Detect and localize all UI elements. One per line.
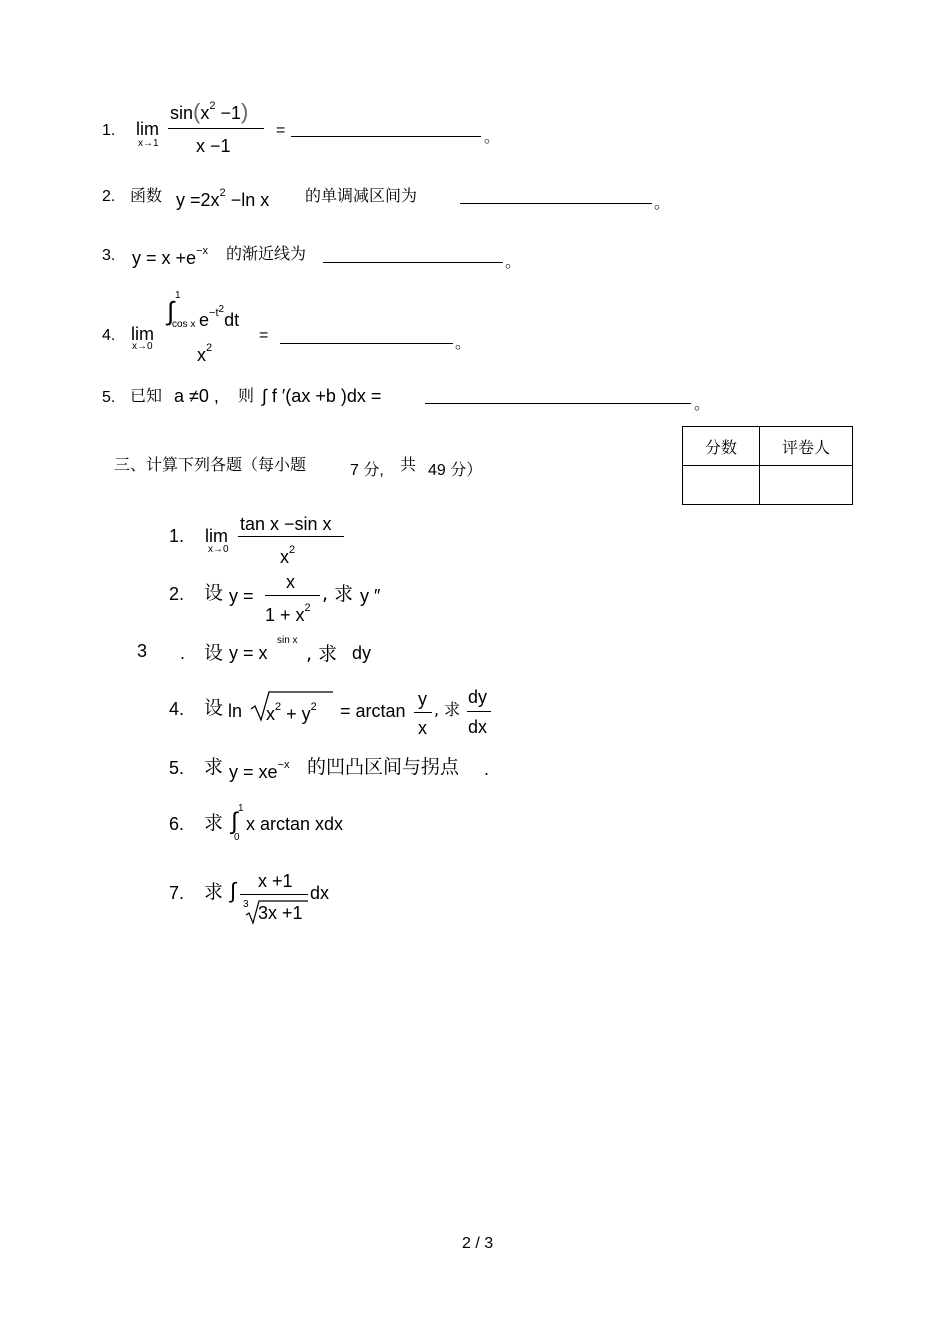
q2-period: 。 — [654, 195, 671, 212]
q4-answer-blank[interactable] — [280, 343, 453, 344]
q1-lim: lim — [136, 119, 159, 139]
q1-lim-sub: x→1 — [138, 138, 159, 149]
p4-label: 设 — [204, 697, 224, 719]
section3-points: 7 分, — [350, 462, 384, 479]
q4-denominator: $x^2$ — [197, 342, 213, 365]
p6-number: 6. — [169, 814, 185, 834]
q5-label: 已知 — [130, 386, 163, 405]
q4-lim: lim — [131, 324, 154, 344]
p4-fraction-denominator: x — [418, 718, 427, 738]
p7-numerator: x +1 — [258, 871, 293, 891]
p5-text: 的凹凸区间与拐点 — [307, 756, 460, 778]
p4-ask: , 求 — [434, 700, 461, 719]
p1-lim-sub: x→0 — [208, 544, 229, 555]
p6-lower-limit: 0 — [234, 832, 240, 843]
score-header-cell: 分数 — [683, 427, 760, 466]
p2-lhs: y = — [229, 586, 254, 606]
p4-derivative-denominator: dx — [468, 717, 488, 737]
section3-total: 49 分） — [428, 462, 483, 479]
score-input-cell[interactable] — [683, 466, 760, 505]
q3-number: 3. — [102, 247, 116, 264]
q2-answer-blank[interactable] — [460, 203, 652, 204]
q1-denominator: x −1 — [196, 136, 231, 156]
q4-upper-limit: 1 — [175, 290, 181, 301]
p3-dot: . — [180, 643, 186, 663]
section3-total-label: 共 — [400, 455, 417, 474]
p5-expression: $y = xe^{-x}$ — [229, 759, 290, 782]
p2-number: 2. — [169, 584, 185, 604]
p1-number: 1. — [169, 526, 185, 546]
p3-target: dy — [352, 643, 372, 663]
p6-label: 求 — [204, 812, 224, 834]
p4-derivative-numerator: dy — [468, 687, 488, 707]
q5-condition: a ≠0 , — [174, 386, 219, 406]
q1-fraction-bar — [168, 128, 264, 129]
q1-equals: = — [276, 122, 286, 139]
p5-label: 求 — [204, 756, 224, 778]
p3-lhs: y = x — [229, 643, 268, 663]
p7-integral-sign-icon: ∫ — [230, 878, 237, 903]
p4-fraction-bar — [414, 712, 432, 713]
p2-label: 设 — [204, 582, 224, 604]
q1-answer-blank[interactable] — [291, 136, 481, 137]
q1-period: 。 — [484, 129, 501, 146]
p1-numerator: tan x −sin x — [240, 514, 332, 534]
q4-lower-limit: cos x — [172, 319, 196, 330]
q4-period: 。 — [455, 335, 472, 352]
score-table — [682, 426, 853, 505]
p6-expression: x arctan xdx — [246, 814, 344, 834]
integral-sign-icon: ∫ — [167, 296, 175, 326]
q2-label: 函数 — [130, 186, 163, 205]
p7-root-index: 3 — [243, 899, 249, 910]
p2-target: y ″ — [360, 586, 381, 606]
p3-label: 设 — [204, 642, 224, 664]
q1-numerator: $\sin(x^2 -1)$ — [170, 99, 249, 124]
p4-fraction-numerator: y — [418, 689, 427, 709]
q4-integrand: $e^{-t2}dt$ — [199, 304, 240, 330]
p4-ln: ln — [228, 701, 243, 721]
q4-lim-sub: x→0 — [132, 341, 153, 352]
p2-ask: , 求 — [322, 583, 354, 605]
p2-numerator: x — [286, 572, 295, 592]
q5-expression: ∫ f ′(ax +b )dx = — [262, 386, 382, 406]
grader-input-cell[interactable] — [760, 466, 853, 505]
p1-fraction-bar — [238, 536, 344, 537]
p5-number: 5. — [169, 758, 185, 778]
p5-end: . — [484, 759, 490, 779]
p2-denominator: $1 + x^2$ — [265, 602, 311, 625]
p1-lim: lim — [205, 526, 228, 546]
p3-number: 3 — [137, 641, 148, 661]
p1-denominator: $x^2$ — [280, 544, 296, 567]
q2-number: 2. — [102, 188, 116, 205]
p7-radicand: 3x +1 — [258, 903, 303, 923]
p6-integral-sign-icon: ∫ — [231, 808, 238, 835]
q2-expression: $y =2x^2 -\ln$ x — [176, 187, 270, 210]
p3-ask: , 求 — [306, 643, 338, 665]
q3-answer-blank[interactable] — [323, 262, 503, 263]
q3-expression: $y = x +e^{-x}$ — [132, 245, 208, 268]
p6-upper-limit: 1 — [238, 803, 244, 814]
p7-fraction-bar — [240, 894, 308, 895]
page-number: 2 / 3 — [462, 1235, 494, 1252]
p4-equals-arctan: = arctan — [340, 701, 406, 721]
q2-text: 的单调减区间为 — [305, 186, 418, 205]
p4-radicand: $x^2 + y^2$ — [266, 701, 317, 724]
p4-derivative-bar — [467, 711, 491, 712]
p7-dx: dx — [310, 883, 330, 903]
p2-fraction-bar — [265, 595, 320, 596]
q3-text: 的渐近线为 — [226, 244, 307, 263]
p3-exponent: sin x — [277, 635, 298, 646]
q4-number: 4. — [102, 327, 116, 344]
p4-number: 4. — [169, 699, 185, 719]
q5-then: 则 — [238, 386, 255, 405]
q5-number: 5. — [102, 389, 116, 406]
grader-header-cell: 评卷人 — [760, 427, 853, 466]
q5-answer-blank[interactable] — [425, 403, 691, 404]
p7-number: 7. — [169, 883, 185, 903]
q4-equals: = — [259, 327, 269, 344]
q5-period: 。 — [694, 396, 711, 413]
q3-period: 。 — [505, 254, 522, 271]
p7-label: 求 — [204, 881, 224, 903]
section3-heading: 三、计算下列各题（每小题 — [114, 455, 307, 474]
q1-number: 1. — [102, 122, 116, 139]
